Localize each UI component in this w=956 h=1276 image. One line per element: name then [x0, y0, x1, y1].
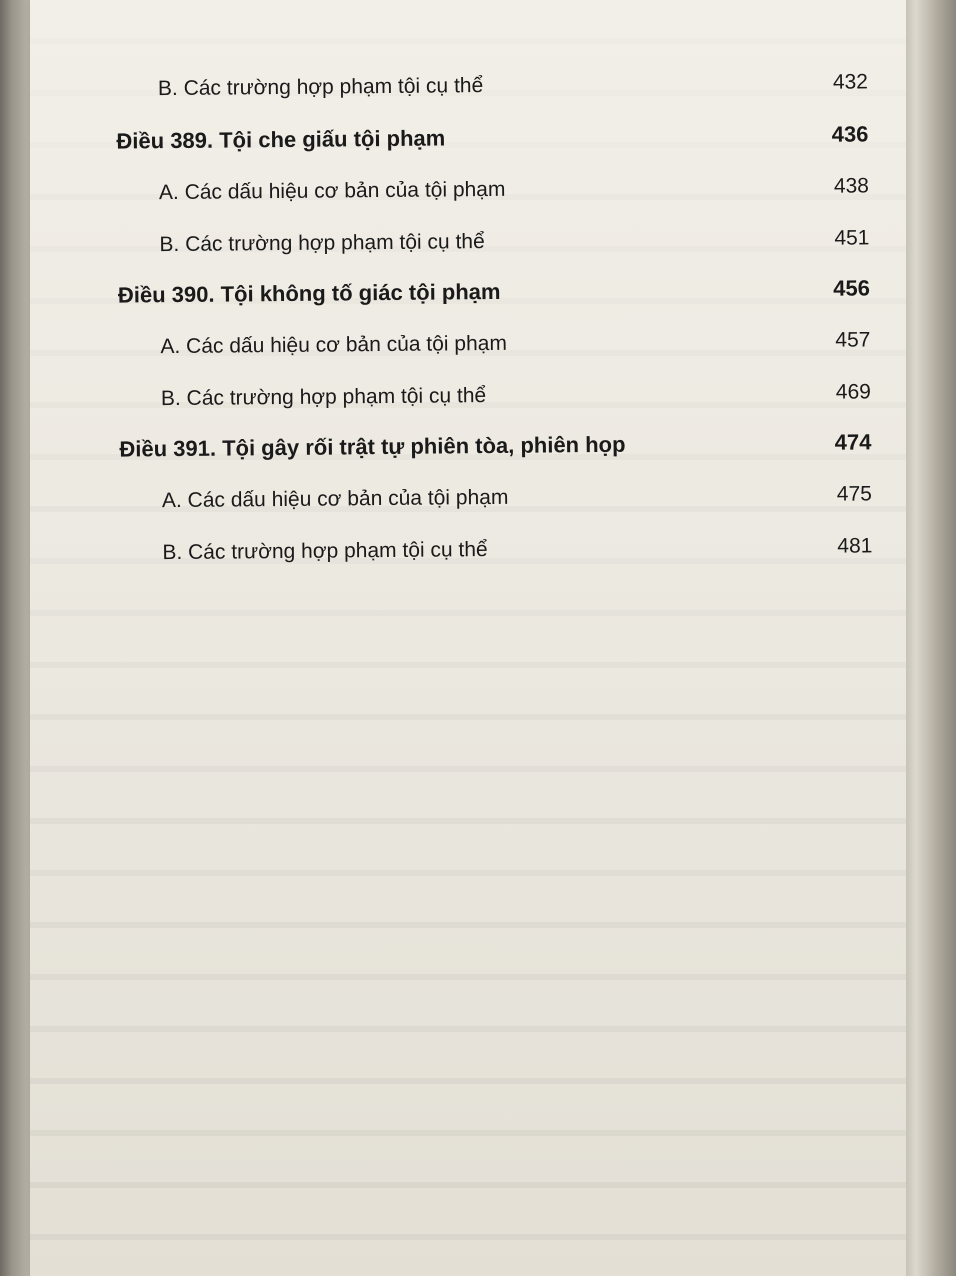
table-of-contents: [0, 0, 956, 605]
toc-entry-title: B. Các trường hợp phạm tội cụ thể: [160, 384, 487, 411]
toc-entry: [1, 372, 871, 420]
toc-heading: [0, 114, 869, 162]
toc-entry: [0, 320, 870, 368]
toc-entry-title: B. Các trường hợp phạm tội cụ thể: [157, 74, 484, 101]
toc-entry: [2, 474, 872, 522]
toc-entry: [0, 166, 869, 214]
toc-entry-page: 451: [834, 226, 870, 250]
toc-heading: [0, 268, 870, 316]
toc-entry-page: 481: [837, 534, 873, 558]
toc-entry: [2, 526, 872, 574]
toc-heading-title: Điều 391. Tội gây rối trật tự phiên tòa, phiên họp: [119, 431, 626, 462]
toc-entry-page: 438: [833, 174, 870, 198]
toc-heading-page: 474: [834, 429, 872, 455]
toc-entry: [0, 62, 868, 110]
toc-entry-page: 475: [836, 482, 872, 506]
toc-entry-page: 432: [832, 70, 869, 94]
toc-entry-page: 457: [835, 328, 871, 352]
toc-heading: [1, 422, 871, 470]
toc-entry-title: A. Các dấu hiệu cơ bản của tội phạm: [160, 331, 508, 359]
toc-heading-title: Điều 389. Tội che giấu tội phạm: [116, 125, 446, 154]
toc-entry-title: A. Các dấu hiệu cơ bản của tội phạm: [161, 485, 509, 513]
toc-heading-title: Điều 390. Tội không tố giác tội phạm: [117, 278, 501, 308]
toc-heading-page: 436: [831, 121, 869, 147]
toc-entry: [0, 218, 870, 266]
toc-entry-page: 469: [835, 380, 872, 404]
toc-heading-page: 456: [833, 275, 871, 301]
toc-entry-title: B. Các trường hợp phạm tội cụ thể: [159, 230, 485, 257]
toc-entry-title: A. Các dấu hiệu cơ bản của tội phạm: [158, 177, 506, 205]
toc-entry-title: B. Các trường hợp phạm tội cụ thể: [162, 538, 488, 565]
